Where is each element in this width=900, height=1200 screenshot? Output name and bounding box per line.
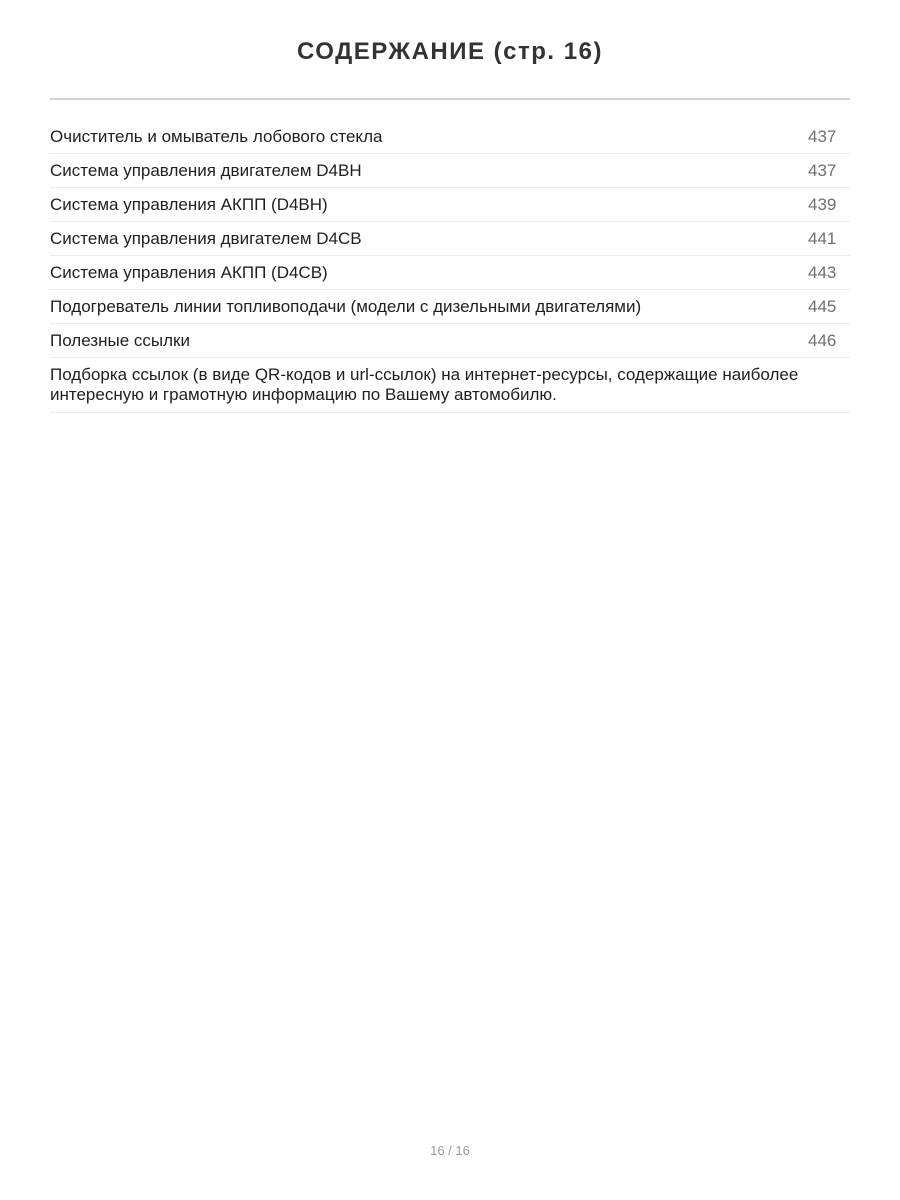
title-divider	[50, 98, 850, 100]
page-title: СОДЕРЖАНИЕ (стр. 16)	[297, 38, 603, 65]
toc-entry-title[interactable]: Система управления двигателем D4BH	[50, 161, 362, 180]
toc-note-text: Подборка ссылок (в виде QR-кодов и url-ссылок) на интернет-ресурсы, содержащие наиболее интересную и грамотную информацию по Вашему автомобилю.	[50, 365, 799, 404]
toc-entry-title[interactable]: Система управления АКПП (D4BH)	[50, 195, 328, 214]
toc-entry-page: 441	[808, 229, 837, 248]
table-of-contents	[50, 120, 850, 413]
toc-entry[interactable]	[50, 120, 850, 154]
page-number: 16 / 16	[430, 1143, 470, 1158]
toc-entry-page: 443	[808, 263, 837, 282]
toc-entry-title[interactable]: Система управления двигателем D4CB	[50, 229, 362, 248]
toc-entry-title[interactable]: Очиститель и омыватель лобового стекла	[50, 127, 383, 146]
toc-entry-title[interactable]: Подогреватель линии топливоподачи (модели с дизельными двигателями)	[50, 297, 642, 316]
toc-entry-title[interactable]: Полезные ссылки	[50, 331, 190, 350]
toc-entry[interactable]	[50, 290, 850, 324]
toc-entry[interactable]	[50, 222, 850, 256]
toc-entry-page: 439	[808, 195, 837, 214]
toc-entry-page: 437	[808, 127, 837, 146]
toc-entry[interactable]	[50, 256, 850, 290]
toc-entry[interactable]	[50, 324, 850, 358]
toc-entry[interactable]	[50, 188, 850, 222]
toc-entry[interactable]	[50, 154, 850, 188]
toc-entry-page: 437	[808, 161, 837, 180]
toc-note-row	[50, 358, 850, 413]
toc-entry-title[interactable]: Система управления АКПП (D4CB)	[50, 263, 328, 282]
toc-entry-page: 445	[808, 297, 837, 316]
toc-entry-page: 446	[808, 331, 837, 350]
